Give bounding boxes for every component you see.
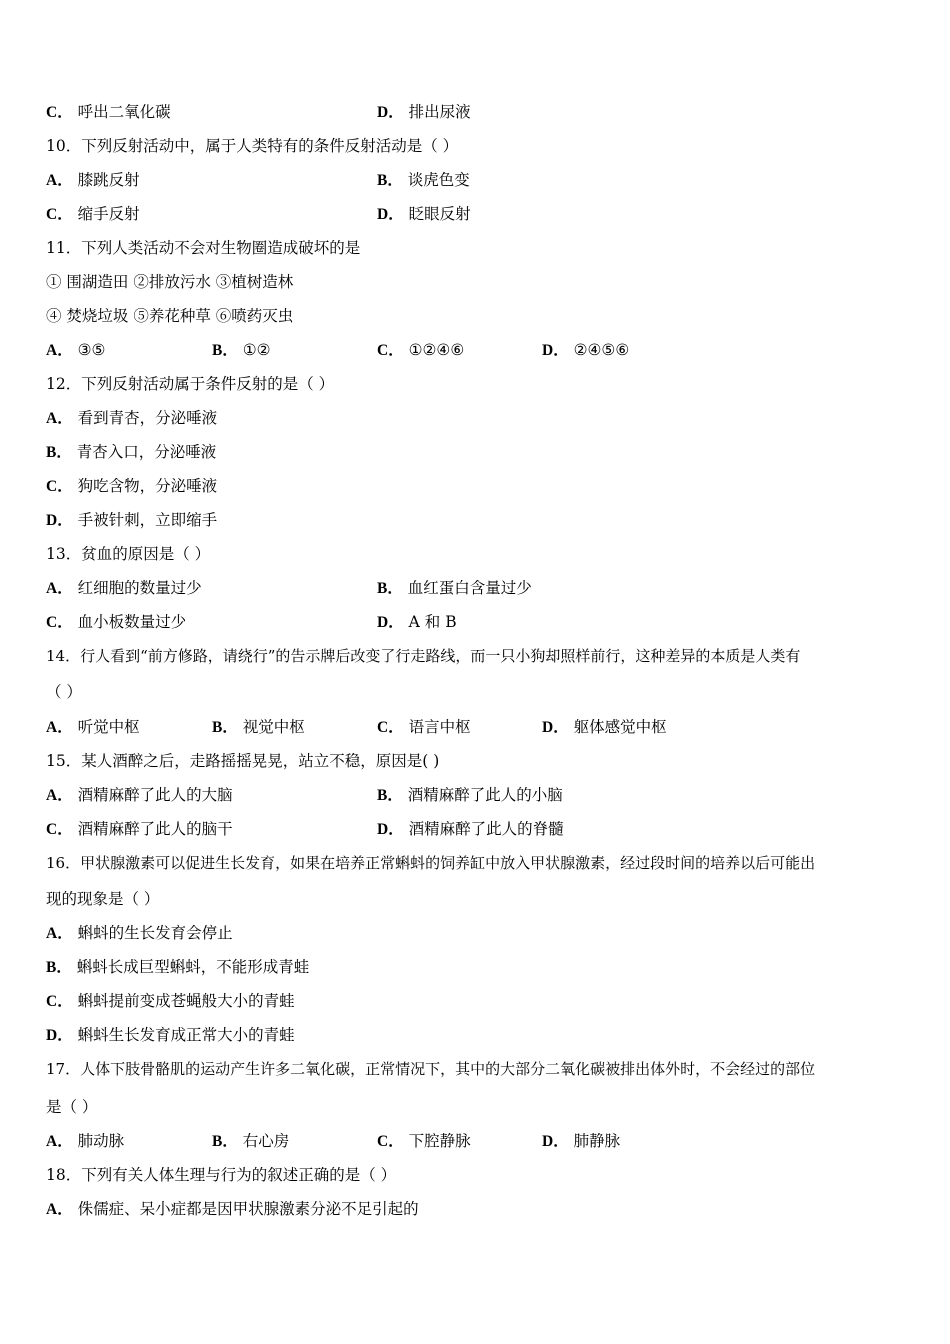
q15-option-a: A． 酒精麻醉了此人的大脑 [46,786,233,804]
q13-stem: 13．贫血的原因是（ ） [46,545,211,563]
q18-option-a: A． 侏儒症、呆小症都是因甲状腺激素分泌不足引起的 [46,1200,419,1218]
q11-option-a: A． ③⑤ [46,341,106,359]
q17-option-b: B． 右心房 [212,1132,290,1150]
q16-option-d: D． 蝌蚪生长发育成正常大小的青蛙 [46,1026,295,1044]
q12-option-d: D． 手被针刺，立即缩手 [46,511,218,529]
q12-option-b: B． 青杏入口，分泌唾液 [46,443,217,461]
q13-option-c: C． 血小板数量过少 [46,613,187,631]
q10-option-d: D． 眨眼反射 [377,205,471,223]
q9-option-c: C． 呼出二氧化碳 [46,103,171,121]
q16-stem: 16．甲状腺激素可以促进生长发育，如果在培养正常蝌蚪的饲养缸中放入甲状腺激素，经过段时间的培养以后可能出 [46,854,816,872]
q14-option-b: B． 视觉中枢 [212,718,305,736]
q11-option-d: D． ②④⑤⑥ [542,341,630,359]
q12-option-c: C． 狗吃含物，分泌唾液 [46,477,218,495]
q14-stem: 14．行人看到“前方修路，请绕行”的告示牌后改变了行走路线，而一只小狗却照样前行，这种差异的本质是人类有 [46,647,801,665]
q16-option-a: A． 蝌蚪的生长发育会停止 [46,924,233,942]
q12-stem: 12．下列反射活动属于条件反射的是（ ） [46,375,335,393]
q14-option-a: A． 听觉中枢 [46,718,140,736]
q13-option-b: B． 血红蛋白含量过少 [377,579,532,597]
q13-option-d: D． A 和 B [377,613,457,631]
q16-stem-continued: 现的现象是（ ） [46,890,160,908]
q17-option-a: A． 肺动脉 [46,1132,125,1150]
q11-list-line-2: ④ 焚烧垃圾 ⑤养花种草 ⑥喷药灭虫 [46,307,294,325]
q10-option-a: A． 膝跳反射 [46,171,140,189]
q10-option-c: C． 缩手反射 [46,205,140,223]
q12-option-a: A． 看到青杏，分泌唾液 [46,409,218,427]
q15-option-c: C． 酒精麻醉了此人的脑干 [46,820,233,838]
q11-option-c: C． ①②④⑥ [377,341,465,359]
q14-stem-continued: （ ） [46,683,82,701]
q15-option-b: B． 酒精麻醉了此人的小脑 [377,786,563,804]
q10-option-b: B． 谈虎色变 [377,171,470,189]
q16-option-c: C． 蝌蚪提前变成苍蝇般大小的青蛙 [46,992,295,1010]
q15-option-d: D． 酒精麻醉了此人的脊髓 [377,820,564,838]
q14-option-c: C． 语言中枢 [377,718,471,736]
q17-stem-continued: 是（ ） [46,1098,98,1116]
q17-stem: 17．人体下肢骨骼肌的运动产生许多二氧化碳，正常情况下，其中的大部分二氧化碳被排出体外时，不会经过的部位 [46,1060,816,1078]
q11-list-line-1: ① 围湖造田 ②排放污水 ③植树造林 [46,273,294,291]
q16-option-b: B． 蝌蚪长成巨型蝌蚪，不能形成青蛙 [46,958,310,976]
q11-option-b: B． ①② [212,341,271,359]
q14-option-d: D． 躯体感觉中枢 [542,718,667,736]
q18-stem: 18．下列有关人体生理与行为的叙述正确的是（ ） [46,1166,397,1184]
q9-option-d: D． 排出尿液 [377,103,471,121]
q13-option-a: A． 红细胞的数量过少 [46,579,202,597]
q17-option-c: C． 下腔静脉 [377,1132,471,1150]
q10-stem: 10．下列反射活动中，属于人类特有的条件反射活动是（ ） [46,137,459,155]
q17-option-d: D． 肺静脉 [542,1132,621,1150]
q11-stem: 11．下列人类活动不会对生物圈造成破坏的是 [46,239,361,257]
q15-stem: 15．某人酒醉之后，走路摇摇晃晃，站立不稳，原因是( ) [46,752,440,770]
